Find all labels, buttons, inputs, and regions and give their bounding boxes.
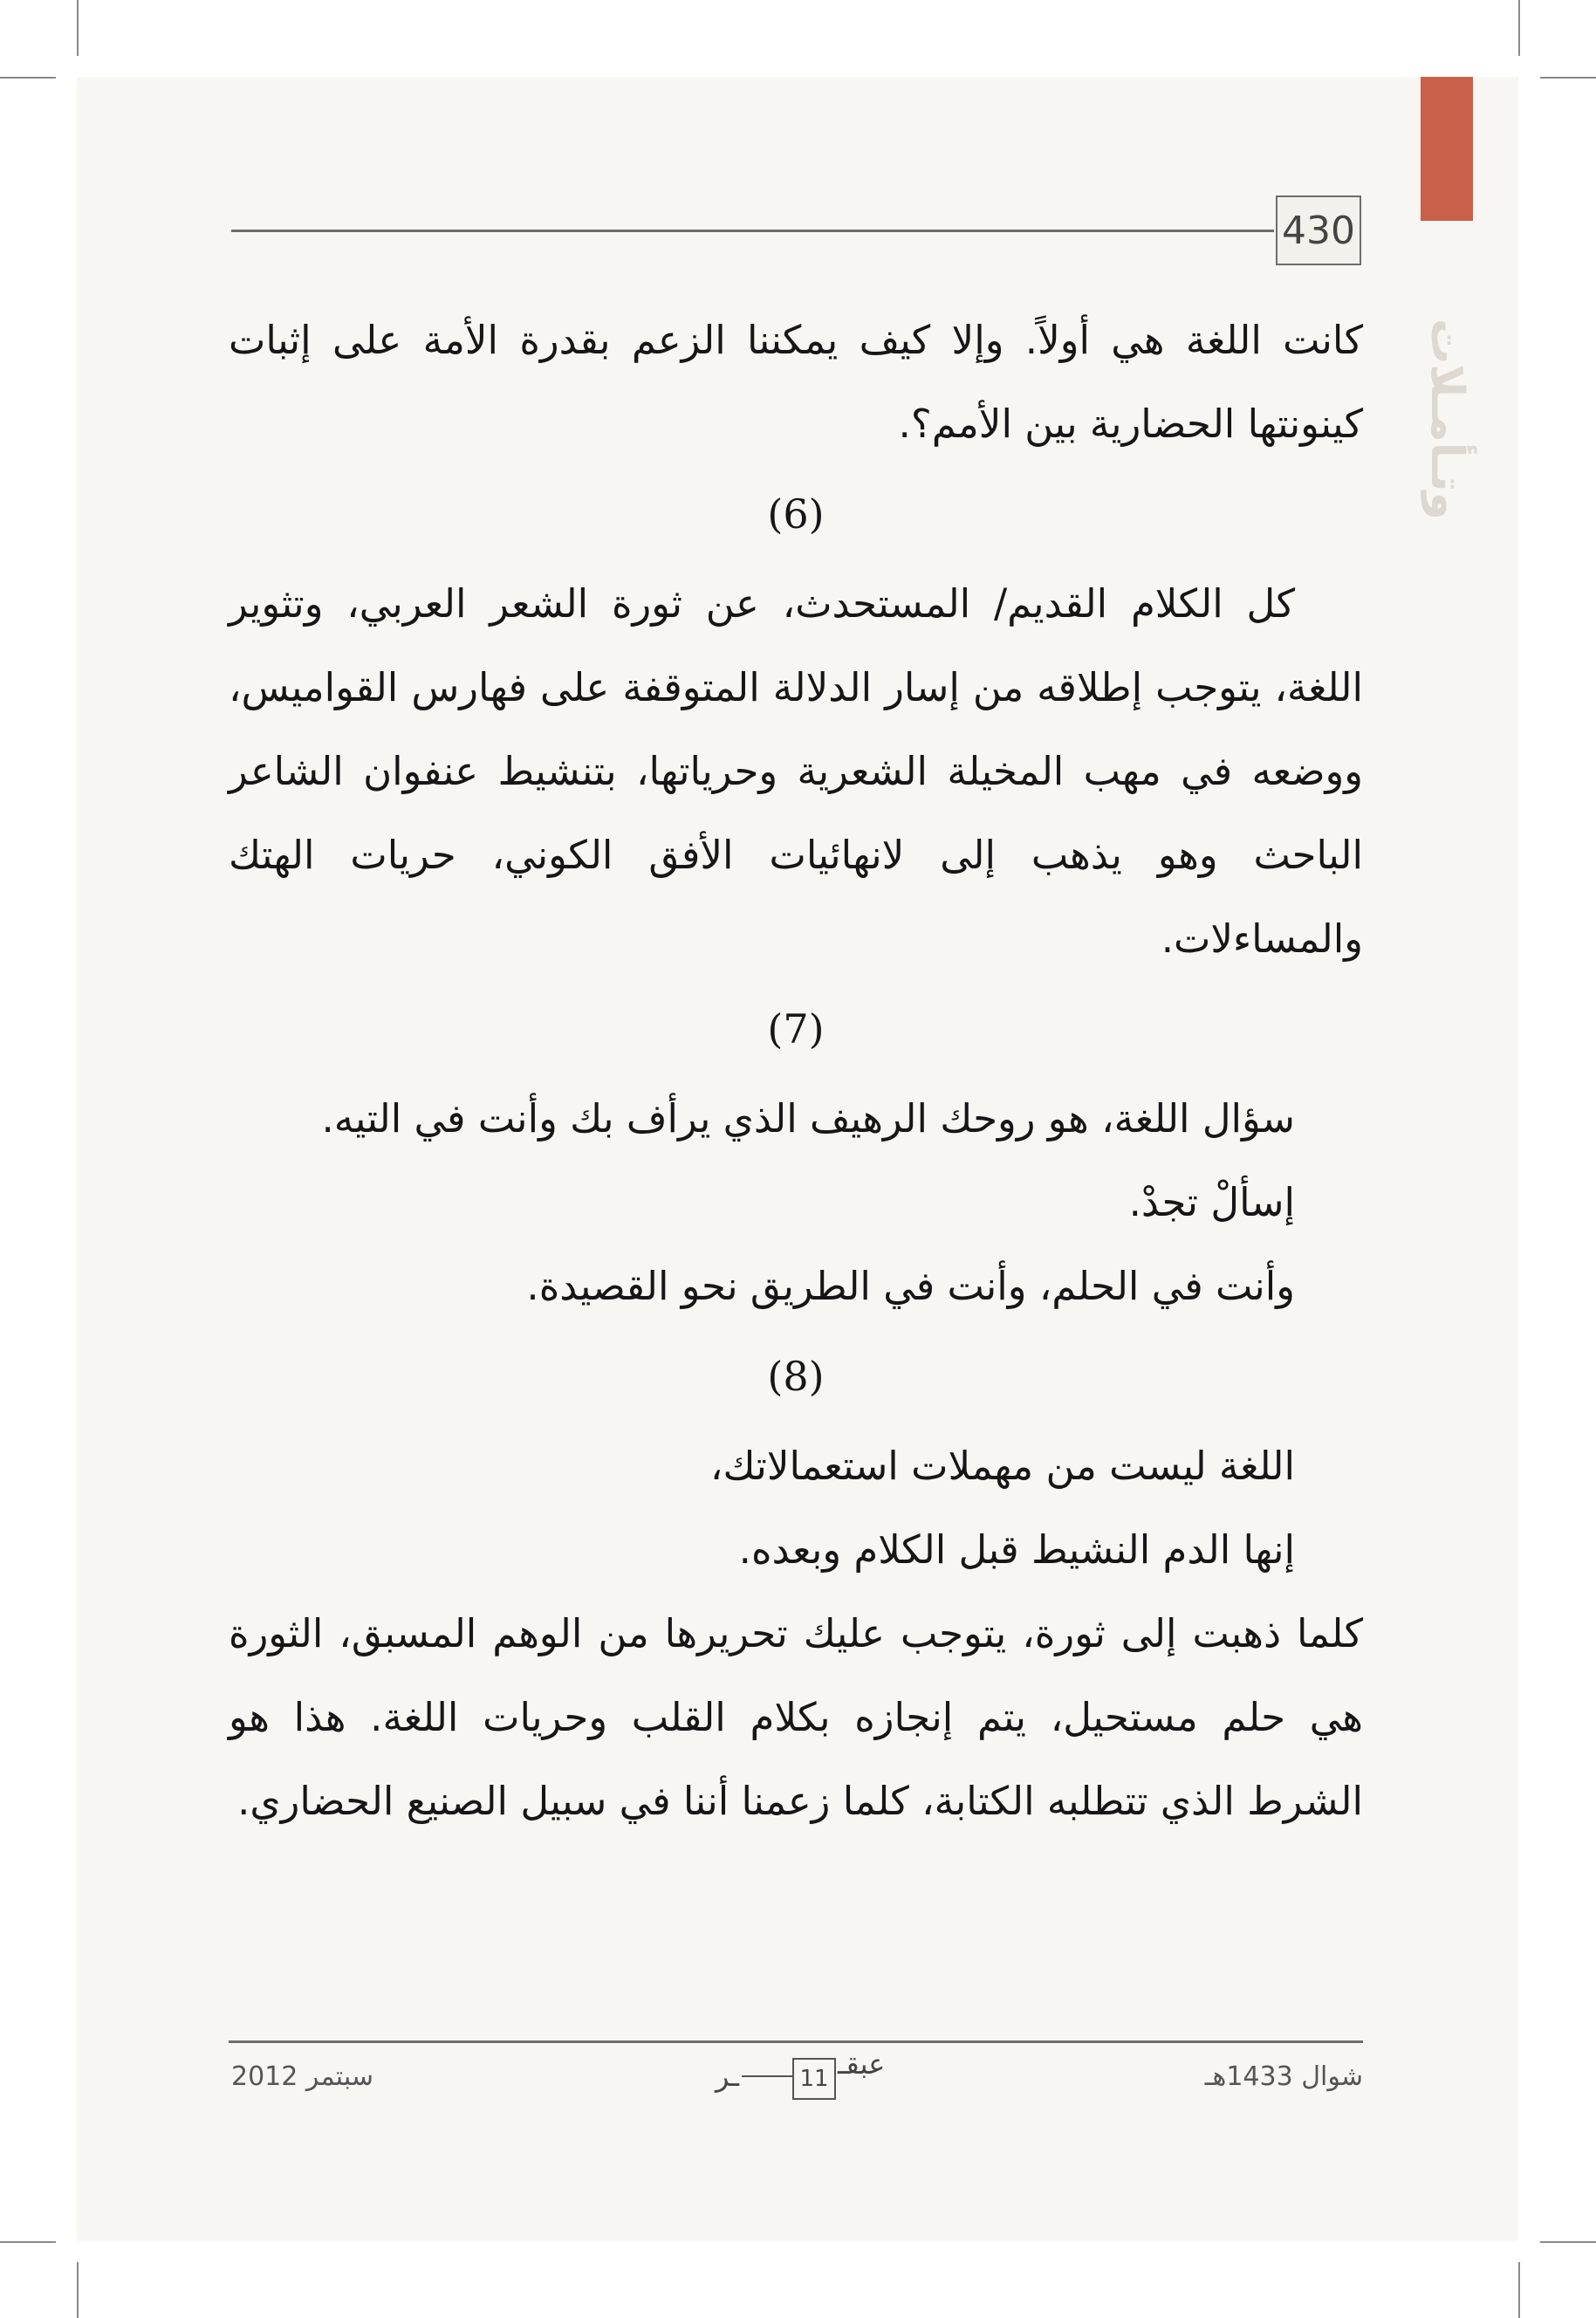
page-number: 430 — [1276, 195, 1361, 265]
crop-mark — [77, 0, 79, 56]
section-title: وتـأمـلات — [1421, 318, 1473, 520]
crop-mark — [0, 77, 56, 79]
footer-date-hijri: شوال 1433هـ — [1204, 2061, 1363, 2092]
section-number: (8) — [767, 1353, 825, 1400]
logo-line — [742, 2075, 792, 2077]
paragraph: كل الكلام القديم/ المستحدث، عن ثورة الشعر العربي، وتثوير اللغة، يتوجب إطلاقه من إسار الدلالة المتوقفة على فهارس القواميس، ووضعه في مهب المخيلة الشعرية وحرياتها، بتنشيط عنفوان الشاعر الباحث وهو يذهب إلى لانهائيات الأفق الكوني، حريات الهتك والمساءلات. — [229, 580, 1363, 962]
crop-mark — [1540, 2241, 1596, 2243]
verse-line: إنها الدم النشيط قبل الكلام وبعده. — [738, 1526, 1295, 1573]
issue-number: 11 — [792, 2058, 836, 2100]
article-body — [229, 298, 1363, 1843]
crop-mark — [0, 2241, 56, 2243]
header-rule — [231, 230, 1274, 232]
verse-line: إسألْ تجدْ. — [1128, 1179, 1295, 1225]
magazine-name-suffix: ـر — [716, 2060, 740, 2093]
paragraph: كانت اللغة هي أولاً. وإلا كيف يمكننا الزعم بقدرة الأمة على إثبات كينونتها الحضارية بين الأمم؟. — [229, 317, 1363, 447]
verse-line: اللغة ليست من مهملات استعمالاتك، — [709, 1443, 1295, 1489]
section-number: (6) — [767, 490, 825, 538]
paragraph: كلما ذهبت إلى ثورة، يتوجب عليك تحريرها من الوهم المسبق، الثورة هي حلم مستحيل، يتم إنجازه بكلام القلب وحريات اللغة. هذا هو الشرط الذي تتطلبه الكتابة، كلما زعمنا أننا في سبيل الصنيع الحضاري. — [229, 1610, 1363, 1824]
magazine-name: عبقـ — [838, 2047, 886, 2081]
verse-line: وأنت في الحلم، وأنت في الطريق نحو القصيدة. — [526, 1263, 1295, 1309]
crop-mark — [77, 2262, 79, 2318]
section-number: (7) — [767, 1005, 825, 1053]
crop-mark — [1540, 77, 1596, 79]
section-color-tab — [1421, 77, 1473, 221]
footer-date-gregorian: سبتمر 2012 — [231, 2061, 374, 2092]
footer-rule — [229, 2040, 1363, 2043]
verse-line: سؤال اللغة، هو روحك الرهيف الذي يرأف بك وأنت في التيه. — [321, 1095, 1295, 1142]
crop-mark — [1518, 0, 1520, 56]
footer-magazine-logo — [716, 2047, 908, 2103]
crop-mark — [1518, 2262, 1520, 2318]
